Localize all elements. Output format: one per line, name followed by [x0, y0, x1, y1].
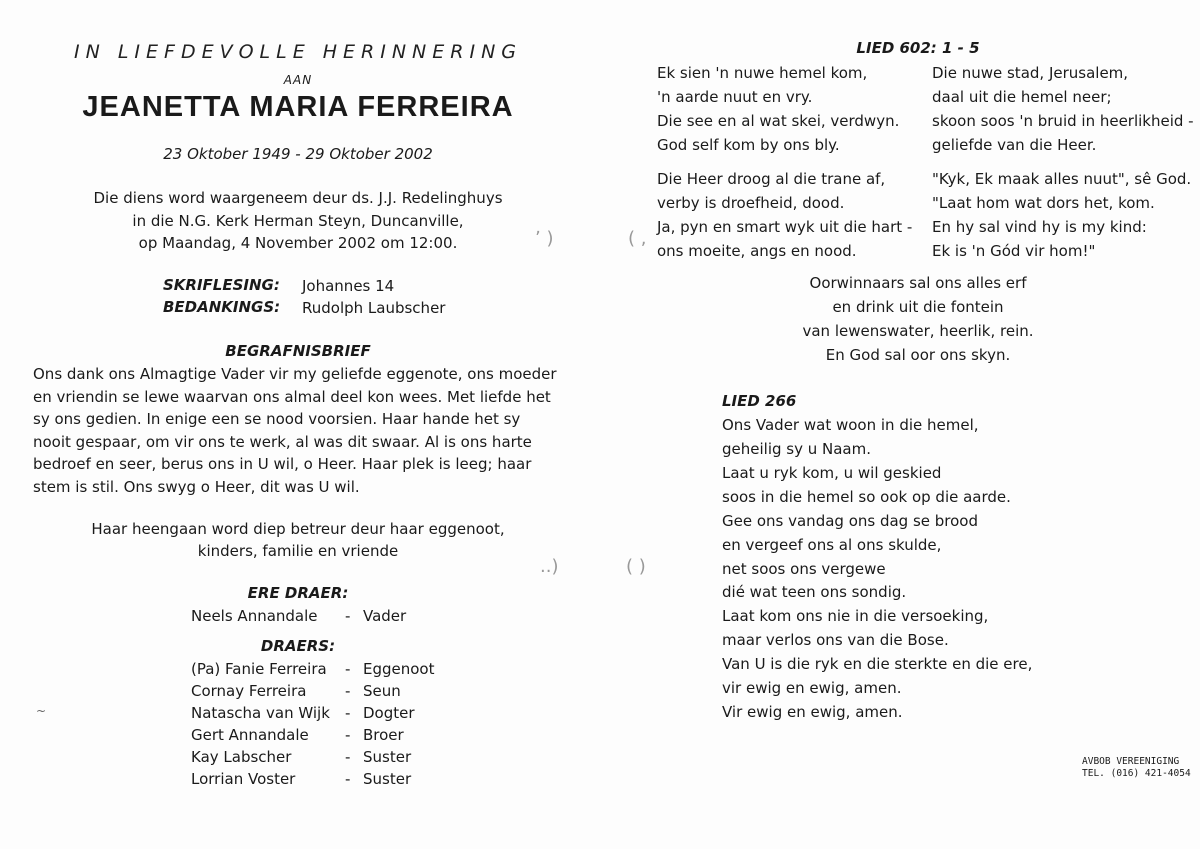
- verse-line: en drink uit die fontein: [832, 298, 1004, 316]
- prayer-line: Van U is die ryk en die sterkte en die ere,: [722, 655, 1033, 673]
- verse-line: Ek sien 'n nuwe hemel kom,: [657, 64, 868, 82]
- relation: Vader: [363, 607, 407, 625]
- dash: -: [345, 660, 351, 678]
- funeral-org-name: AVBOB VEREENIGING: [1082, 756, 1180, 767]
- prayer-line: net soos ons vergewe: [722, 560, 886, 578]
- draer-row: [191, 768, 451, 790]
- relation: Suster: [363, 748, 412, 766]
- verse-line: En God sal oor ons skyn.: [825, 346, 1011, 364]
- person-name: (Pa) Fanie Ferreira: [191, 660, 327, 678]
- bedankings-value: Rudolph Laubscher: [302, 299, 446, 317]
- begrafnisbrief-line: nooit gespaar, om vir ons te werk, al was dit swaar. Al is ons harte: [33, 433, 532, 451]
- relation: Broer: [363, 726, 404, 744]
- verse-line: daal uit die hemel neer;: [932, 88, 1112, 106]
- dash: -: [345, 726, 351, 744]
- dash: -: [345, 748, 351, 766]
- verse-line: van lewenswater, heerlik, rein.: [802, 322, 1034, 340]
- ere-draer-row: [191, 605, 451, 627]
- dash: -: [345, 607, 351, 625]
- verse-line: geliefde van die Heer.: [932, 136, 1097, 154]
- mourn-line: Haar heengaan word diep betreur deur haar eggenoot,: [91, 520, 505, 538]
- draer-row: [191, 746, 451, 768]
- person-name: Natascha van Wijk: [191, 704, 330, 722]
- prayer-line: Vir ewig en ewig, amen.: [722, 703, 903, 721]
- verse-line: God self kom by ons bly.: [657, 136, 840, 154]
- prayer-line: Ons Vader wat woon in die hemel,: [722, 416, 979, 434]
- ere-draer-title: ERE DRAER:: [247, 584, 349, 602]
- dash: -: [345, 770, 351, 788]
- relation: Seun: [363, 682, 401, 700]
- aan-label: AAN: [283, 73, 313, 87]
- verse-line: verby is droefheid, dood.: [657, 194, 845, 212]
- prayer-line: vir ewig en ewig, amen.: [722, 679, 902, 697]
- skriflesing-value: Johannes 14: [302, 277, 395, 295]
- draer-row: [191, 702, 451, 724]
- service-line: Die diens word waargeneem deur ds. J.J. Redelinghuys: [93, 189, 503, 207]
- draer-row: [191, 724, 451, 746]
- begrafnisbrief-line: stem is stil. Ons swyg o Heer, dit was U wil.: [33, 478, 360, 496]
- prayer-line: maar verlos ons van die Bose.: [722, 631, 949, 649]
- staple-mark: ..): [540, 556, 559, 577]
- prayer-line: dié wat teen ons sondig.: [722, 583, 907, 601]
- verse-line: En hy sal vind hy is my kind:: [932, 218, 1147, 236]
- prayer-line: Laat u ryk kom, u wil geskied: [722, 464, 942, 482]
- verse-line: ons moeite, angs en nood.: [657, 242, 857, 260]
- begrafnisbrief-line: sy ons gedien. In enige een se nood voorsien. Haar hande het sy: [33, 410, 521, 428]
- prayer-line: soos in die hemel so ook op die aarde.: [722, 488, 1011, 506]
- person-name: Kay Labscher: [191, 748, 292, 766]
- person-name: Gert Annandale: [191, 726, 309, 744]
- relation: Eggenoot: [363, 660, 435, 678]
- draer-row: [191, 658, 451, 680]
- prayer-line: geheilig sy u Naam.: [722, 440, 871, 458]
- deceased-name: JEANETTA MARIA FERREIRA: [82, 91, 514, 123]
- relation: Dogter: [363, 704, 415, 722]
- verse-line: Ja, pyn en smart wyk uit die hart -: [657, 218, 913, 236]
- begrafnisbrief-line: en vriendin se lewe waarvan ons almal deel kon wees. Met liefde het: [33, 388, 551, 406]
- bedankings-label: BEDANKINGS:: [163, 298, 281, 316]
- begrafnisbrief-line: bedroef en seer, berus ons in U wil, o Heer. Haar plek is leeg; haar: [33, 455, 532, 473]
- begrafnisbrief-line: Ons dank ons Almagtige Vader vir my geliefde eggenote, ons moeder: [33, 365, 557, 383]
- verse-line: "Laat hom wat dors het, kom.: [932, 194, 1155, 212]
- lied-602-title: LIED 602: 1 - 5: [856, 39, 980, 57]
- memorial-heading: IN LIEFDEVOLLE HERINNERING: [73, 41, 523, 63]
- draers-title: DRAERS:: [260, 637, 336, 655]
- person-name: Lorrian Voster: [191, 770, 296, 788]
- prayer-line: en vergeef ons al ons skulde,: [722, 536, 942, 554]
- verse-line: Ek is 'n Gód vir hom!": [932, 242, 1096, 260]
- person-name: Neels Annandale: [191, 607, 318, 625]
- dash: -: [345, 704, 351, 722]
- begrafnisbrief-title: BEGRAFNISBRIEF: [225, 342, 371, 360]
- speck-mark: ~: [36, 704, 47, 718]
- service-line: in die N.G. Kerk Herman Steyn, Duncanville,: [132, 212, 464, 230]
- service-line: op Maandag, 4 November 2002 om 12:00.: [138, 234, 458, 252]
- relation: Suster: [363, 770, 412, 788]
- draer-row: [191, 680, 451, 702]
- staple-mark: ( ): [626, 556, 646, 577]
- prayer-line: Laat kom ons nie in die versoeking,: [722, 607, 989, 625]
- verse-line: skoon soos 'n bruid in heerlikheid -: [932, 112, 1194, 130]
- person-name: Cornay Ferreira: [191, 682, 307, 700]
- skriflesing-label: SKRIFLESING:: [163, 276, 280, 294]
- verse-line: Die see en al wat skei, verdwyn.: [657, 112, 900, 130]
- verse-line: Die Heer droog al die trane af,: [657, 170, 886, 188]
- dash: -: [345, 682, 351, 700]
- verse-line: "Kyk, Ek maak alles nuut", sê God.: [932, 170, 1192, 188]
- staple-mark: ( ,: [628, 228, 647, 249]
- life-dates: 23 Oktober 1949 - 29 Oktober 2002: [163, 145, 433, 163]
- lied-266-title: LIED 266: [722, 392, 797, 410]
- verse-line: 'n aarde nuut en vry.: [657, 88, 813, 106]
- mourn-line: kinders, familie en vriende: [197, 542, 399, 560]
- funeral-org-phone: TEL. (016) 421-4054: [1082, 768, 1191, 779]
- verse-line: Die nuwe stad, Jerusalem,: [932, 64, 1129, 82]
- verse-line: Oorwinnaars sal ons alles erf: [809, 274, 1027, 292]
- staple-mark: ʼ ): [535, 228, 554, 249]
- prayer-line: Gee ons vandag ons dag se brood: [722, 512, 979, 530]
